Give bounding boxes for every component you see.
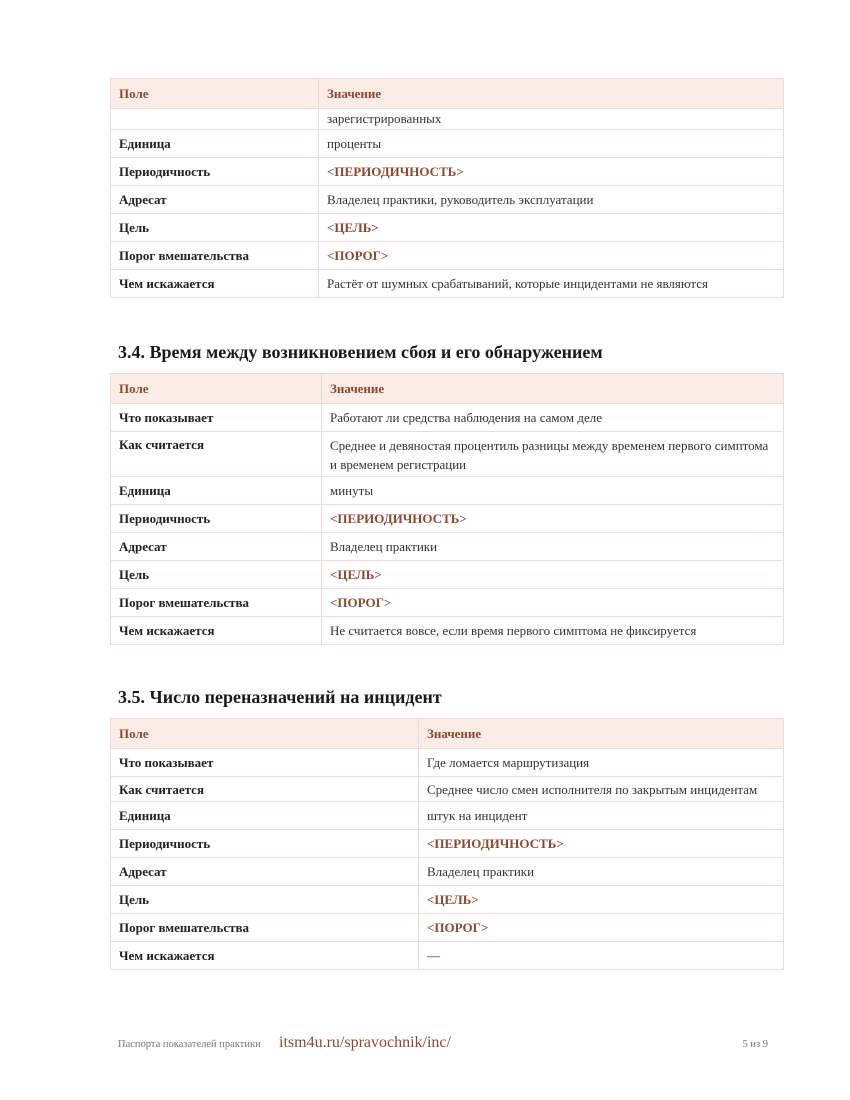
row-value: проценты [319,130,784,158]
table-row [111,242,784,270]
table-row [111,432,784,477]
row-field: Единица [111,477,322,505]
row-value-placeholder: <ПОРОГ> [419,914,784,942]
table-row [111,505,784,533]
row-value: Растёт от шумных срабатываний, которые инцидентами не являются [319,270,784,298]
table-row [111,777,784,802]
row-value-placeholder: <ЦЕЛЬ> [322,561,784,589]
row-value-placeholder: <ЦЕЛЬ> [319,214,784,242]
row-field: Порог вмешательства [111,242,319,270]
table-row [111,109,784,130]
section-heading: 3.5. Число переназначений на инцидент [118,687,442,707]
table-row [111,270,784,298]
header-field: Поле [111,79,319,109]
row-value: — [419,942,784,970]
passport-table-3-5 [110,718,784,970]
table-row [111,942,784,970]
table-row [111,749,784,777]
page-footer [118,1034,768,1056]
row-field: Как считается [111,777,419,802]
row-field: Что показывает [111,404,322,432]
table-row [111,886,784,914]
passport-table-3-4 [110,373,784,645]
row-field: Порог вмешательства [111,914,419,942]
row-field: Цель [111,886,419,914]
row-value: минуты [322,477,784,505]
row-field: Чем искажается [111,617,322,645]
table-header-row [111,719,784,749]
row-value: Не считается вовсе, если время первого симптома не фиксируется [322,617,784,645]
header-value: Значение [322,374,784,404]
table-row [111,130,784,158]
row-field: Адресат [111,858,419,886]
row-field: Адресат [111,533,322,561]
row-value-placeholder: <ПОРОГ> [319,242,784,270]
footer-url-link[interactable]: itsm4u.ru/spravochnik/inc/ [279,1034,451,1051]
row-field [111,109,319,130]
row-value: Владелец практики [322,533,784,561]
table-header-row [111,374,784,404]
row-field: Чем искажается [111,270,319,298]
row-field: Единица [111,802,419,830]
header-field: Поле [111,719,419,749]
row-value: Среднее и девяностая процентиль разницы между временем первого симптома и временем регистрации [322,432,784,477]
table-row [111,617,784,645]
row-value-placeholder: <ЦЕЛЬ> [419,886,784,914]
table-row [111,802,784,830]
table-row [111,533,784,561]
table-row [111,858,784,886]
row-field: Порог вмешательства [111,589,322,617]
row-value: Работают ли средства наблюдения на самом деле [322,404,784,432]
row-field: Чем искажается [111,942,419,970]
row-field: Цель [111,214,319,242]
header-value: Значение [419,719,784,749]
row-field: Периодичность [111,830,419,858]
footer-doc-title: Паспорта показателей практики [118,1039,261,1050]
table-row [111,477,784,505]
row-value-placeholder: <ПЕРИОДИЧНОСТЬ> [322,505,784,533]
table-header-row [111,79,784,109]
row-value: зарегистрированных [319,109,784,130]
table-row [111,186,784,214]
row-field: Как считается [111,432,322,477]
header-value: Значение [319,79,784,109]
row-value-placeholder: <ПОРОГ> [322,589,784,617]
table-row [111,561,784,589]
row-field: Периодичность [111,505,322,533]
row-value-placeholder: <ПЕРИОДИЧНОСТЬ> [419,830,784,858]
row-field: Адресат [111,186,319,214]
section-heading: 3.4. Время между возникновением сбоя и его обнаружением [118,342,603,362]
row-value: Владелец практики, руководитель эксплуатации [319,186,784,214]
row-value: штук на инцидент [419,802,784,830]
row-value-placeholder: <ПЕРИОДИЧНОСТЬ> [319,158,784,186]
row-field: Что показывает [111,749,419,777]
row-value: Среднее число смен исполнителя по закрытым инцидентам [419,777,784,802]
row-value: Где ломается маршрутизация [419,749,784,777]
table-row [111,914,784,942]
table-row [111,589,784,617]
header-field: Поле [111,374,322,404]
table-row [111,404,784,432]
passport-table-continued [110,78,784,298]
row-field: Единица [111,130,319,158]
table-row [111,158,784,186]
row-field: Периодичность [111,158,319,186]
page-number: 5 из 9 [742,1039,768,1050]
table-row [111,830,784,858]
table-row [111,214,784,242]
row-value: Владелец практики [419,858,784,886]
row-field: Цель [111,561,322,589]
